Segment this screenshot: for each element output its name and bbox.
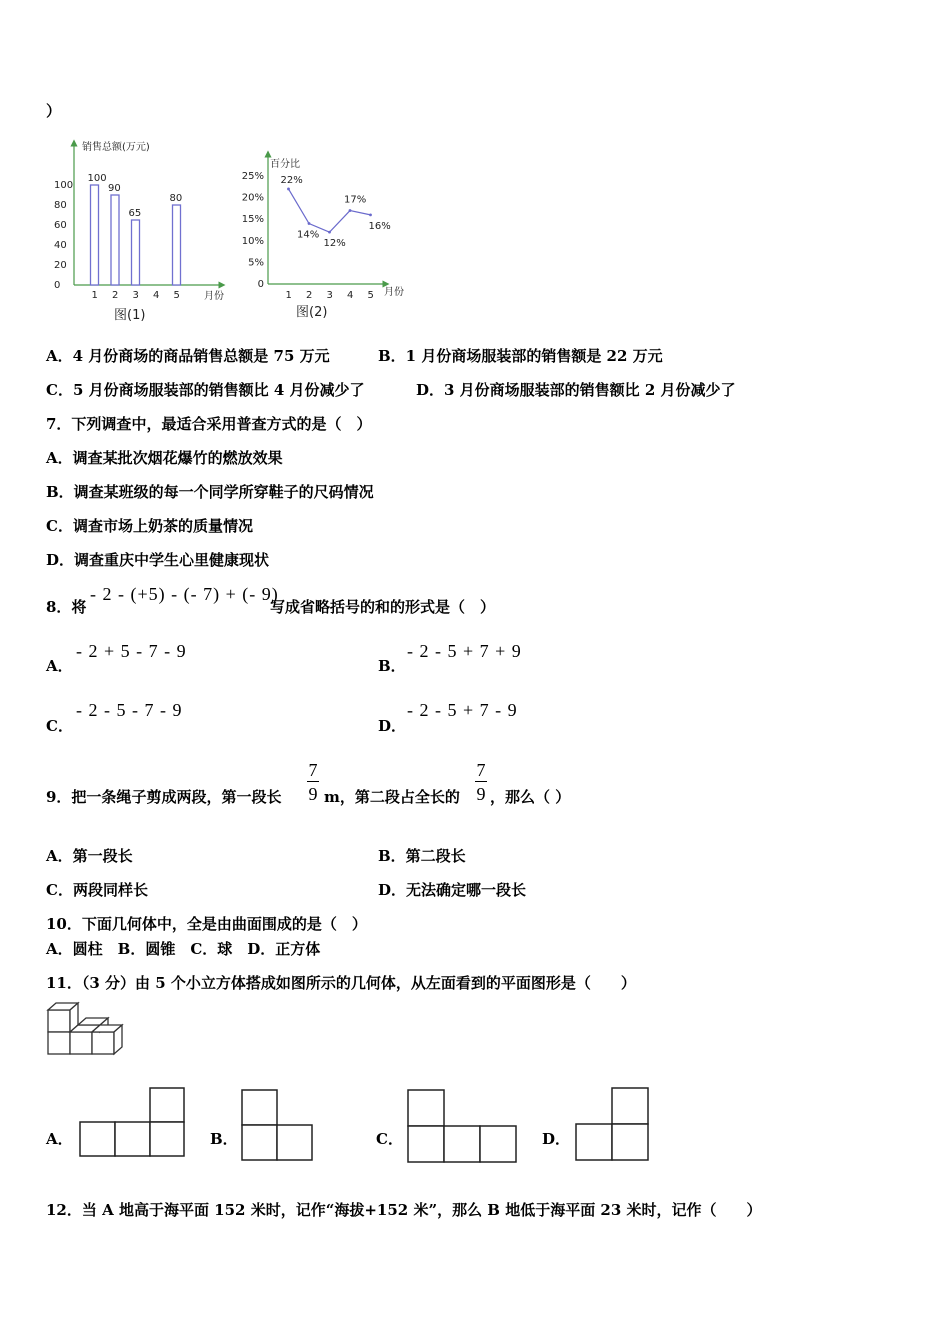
x-tick-label: 5: [173, 290, 180, 301]
bar-value-label: 90: [108, 183, 121, 194]
y-tick-label: 20: [54, 260, 67, 271]
x-tick-label: 2: [306, 290, 313, 301]
q9-stem-part1: 9．把一条绳子剪成两段，第一段长: [46, 788, 282, 806]
q7-option-a[interactable]: A．调查某批次烟花爆竹的燃放效果: [46, 449, 283, 467]
x-tick-label: 1: [91, 290, 98, 301]
q9-stem-part3: ，那么（ ）: [490, 788, 571, 806]
bar: [91, 185, 99, 285]
continued-bracket: ）: [46, 102, 62, 120]
q6-option-d[interactable]: D．3 月份商场服装部的销售额比 2 月份减少了: [416, 381, 736, 399]
line-point: [328, 231, 331, 234]
q11-option-a-figure[interactable]: [74, 1086, 190, 1162]
q11-option-d-figure[interactable]: [572, 1086, 652, 1162]
y-axis-label: 百分比: [270, 159, 300, 170]
q9-option-d[interactable]: D．无法确定哪一段长: [378, 881, 527, 899]
point-value-label: 14%: [297, 229, 320, 241]
q11-option-b-label[interactable]: B．: [210, 1130, 238, 1148]
q7-option-d[interactable]: D．调查重庆中学生心里健康现状: [46, 551, 270, 569]
fraction-denominator: 9: [308, 784, 318, 804]
q8-option-c-expr: - 2 - 5 - 7 - 9: [76, 700, 183, 720]
line-point: [308, 222, 311, 225]
q8-option-c-label[interactable]: C．: [46, 717, 73, 735]
x-tick-label: 3: [132, 290, 139, 301]
bar-value-label: 65: [128, 208, 142, 219]
q7-option-c[interactable]: C．调查市场上奶茶的质量情况: [46, 517, 253, 535]
y-tick-label: 20%: [241, 192, 264, 204]
chart-caption: 图(2): [296, 305, 328, 320]
bar: [173, 205, 181, 285]
q8-option-a-expr: - 2 + 5 - 7 - 9: [76, 641, 187, 661]
q9-option-b[interactable]: B．第二段长: [378, 847, 466, 865]
y-tick-label: 15%: [241, 214, 264, 226]
q8-prefix: 8．将: [46, 598, 87, 616]
q8-suffix: 写成省略括号的和的形式是（ ）: [270, 598, 496, 616]
q11-option-c-label[interactable]: C．: [376, 1130, 403, 1148]
q11-option-c-figure[interactable]: [404, 1086, 520, 1166]
y-axis-label: 销售总额(万元): [82, 142, 150, 153]
line-point: [349, 209, 352, 212]
q8-option-d-label[interactable]: D．: [378, 717, 407, 735]
q10-stem: 10．下面几何体中，全是由曲面围成的是（ ）: [46, 915, 367, 933]
x-tick-label: 1: [285, 290, 292, 301]
q6-option-a[interactable]: A．4 月份商场的商品销售总额是 75 万元: [46, 347, 330, 365]
x-tick-label: 3: [326, 290, 333, 301]
point-value-label: 17%: [344, 194, 367, 206]
line-point: [369, 213, 372, 216]
q8-expression: - 2 - (+5) - (- 7) + (- 9): [90, 584, 279, 604]
line-point: [287, 188, 290, 191]
q6-option-c[interactable]: C．5 月份商场服装部的销售额比 4 月份减少了: [46, 381, 365, 399]
q11-option-b-figure[interactable]: [238, 1086, 318, 1162]
chart-caption: 图(1): [114, 308, 146, 323]
q10-options[interactable]: A．圆柱 B．圆锥 C．球 D．正方体: [46, 940, 321, 958]
x-axis-label: 月份: [204, 291, 224, 302]
q8-option-d-expr: - 2 - 5 + 7 - 9: [407, 700, 518, 720]
y-tick-label: 25%: [241, 171, 264, 182]
y-tick-label: 100: [54, 180, 74, 191]
q9-option-a[interactable]: A．第一段长: [46, 847, 133, 865]
q9-option-c[interactable]: C．两段同样长: [46, 881, 148, 899]
bar: [111, 195, 119, 285]
x-tick-label: 5: [367, 290, 374, 301]
y-tick-label: 60: [54, 220, 67, 231]
q8-option-b-expr: - 2 - 5 + 7 + 9: [407, 641, 522, 661]
q8-option-a-label[interactable]: A．: [46, 657, 73, 675]
point-value-label: 12%: [323, 238, 346, 250]
bar-chart: [52, 135, 237, 330]
q9-fraction-1: [306, 760, 320, 808]
x-tick-label: 4: [347, 290, 354, 301]
x-tick-label: 2: [112, 290, 119, 301]
y-tick-label: 0: [257, 279, 264, 290]
y-tick-label: 10%: [241, 235, 264, 247]
fraction-denominator: 9: [476, 784, 486, 804]
q8-option-b-label[interactable]: B．: [378, 657, 406, 675]
bar-value-label: 80: [169, 193, 183, 204]
q11-option-d-label[interactable]: D．: [542, 1130, 571, 1148]
point-value-label: 16%: [368, 220, 391, 232]
y-tick-label: 80: [54, 200, 67, 211]
q11-option-a-label[interactable]: A．: [46, 1130, 73, 1148]
cube-figure: [44, 1000, 132, 1060]
y-tick-label: 0: [54, 280, 61, 291]
q7-stem: 7．下列调查中，最适合采用普查方式的是（ ）: [46, 415, 372, 433]
bar: [132, 220, 140, 285]
q12-stem: 12．当 A 地高于海平面 152 米时，记作“海拔+152 米”，那么 B 地低于海平面 23 米时，记作（ ）: [46, 1201, 762, 1219]
x-axis-label: 月份: [384, 287, 404, 298]
y-tick-label: 40: [54, 240, 67, 251]
fraction-numerator: 7: [476, 760, 486, 780]
x-tick-label: 4: [153, 290, 160, 301]
q9-stem-part2: m，第二段占全长的: [324, 788, 460, 806]
bar-value-label: 100: [87, 173, 107, 184]
fraction-numerator: 7: [308, 760, 318, 780]
point-value-label: 22%: [280, 174, 303, 186]
q9-fraction-2: [474, 760, 488, 808]
q11-stem: 11．（3 分）由 5 个小立方体搭成如图所示的几何体，从左面看到的平面图形是（ ）: [46, 974, 636, 992]
y-tick-label: 5%: [248, 257, 264, 269]
line-chart: [238, 150, 418, 330]
q7-option-b[interactable]: B．调查某班级的每一个同学所穿鞋子的尺码情况: [46, 483, 374, 501]
q6-option-b[interactable]: B．1 月份商场服装部的销售额是 22 万元: [378, 347, 663, 365]
